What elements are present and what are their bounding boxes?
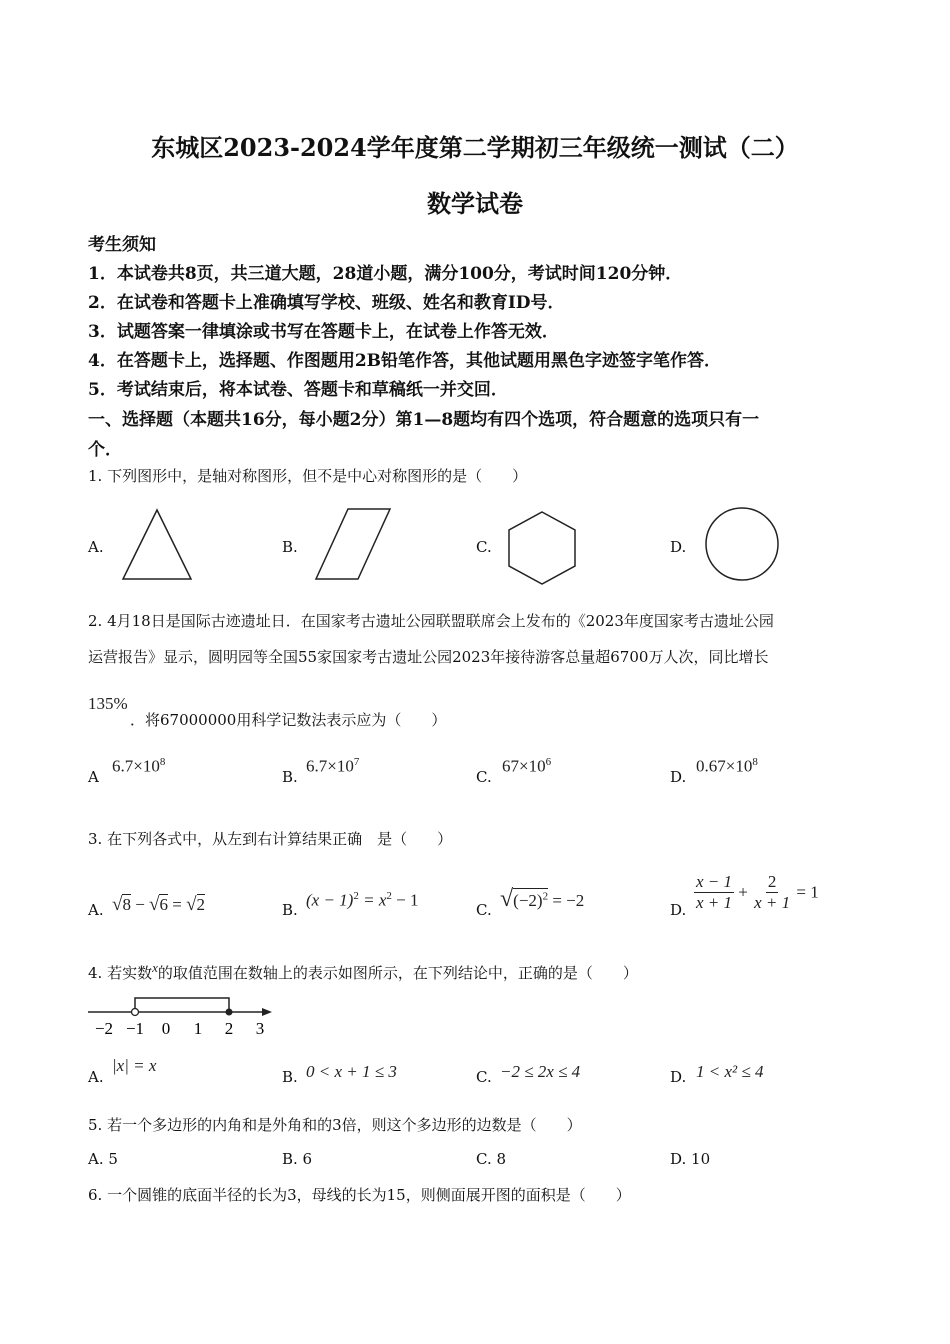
q3-option-c-label: C. bbox=[476, 901, 492, 919]
q3-option-d-expr: $\frac{x - 1}{x + 1}$ + $\frac{2}{x + 1}$ = 1 bbox=[696, 872, 819, 912]
q1-option-c-label: C. bbox=[476, 538, 492, 556]
q3-option-b-expr: $(x - 1)^2 = x^2 - 1$ bbox=[306, 890, 419, 910]
q4-option-b-label: B. bbox=[282, 1068, 298, 1086]
q1-option-d-label: D. bbox=[670, 538, 687, 556]
question-2-line3: ．将67000000用科学记数法表示应为（ ） bbox=[130, 711, 447, 729]
question-5-stem: 5. 若一个多边形的内角和是外角和的3倍，则这个多边形的边数是（ ） bbox=[88, 1116, 582, 1134]
question-1-stem: 1. 下列图形中，是轴对称图形，但不是中心对称图形的是（ ） bbox=[88, 467, 528, 485]
parallelogram-figure bbox=[310, 505, 400, 585]
tick-label: 0 bbox=[161, 1019, 171, 1038]
open-endpoint bbox=[132, 1009, 139, 1016]
q4-option-a-expr: |x| = x bbox=[112, 1056, 157, 1075]
q5-option-d: D. 10 bbox=[670, 1150, 711, 1168]
q3-option-a-expr: √8 − √6 = √2 bbox=[112, 894, 205, 915]
circle-figure bbox=[700, 503, 784, 587]
question-4-stem: 4. 若实数$^x$的取值范围在数轴上的表示如图所示，在下列结论中，正确的是（ ） bbox=[88, 960, 638, 982]
triangle-figure bbox=[118, 505, 198, 585]
q2-option-c-label: C. bbox=[476, 768, 492, 786]
question-2-line2: 运营报告》显示，圆明园等全国55家国家考古遗址公园2023年接待游客总量超6700万人次，同比增长 bbox=[88, 648, 769, 666]
q4-option-d-expr: 1 < x² ≤ 4 bbox=[696, 1062, 764, 1081]
q1-option-a-label: A. bbox=[88, 538, 104, 556]
q4-option-a-label: A. bbox=[88, 1068, 104, 1086]
hexagon-figure bbox=[502, 508, 582, 588]
q2-option-d-value: $0.67\times 10^8$ bbox=[696, 756, 758, 776]
q4-option-b-expr: 0 < x + 1 ≤ 3 bbox=[306, 1062, 397, 1081]
q2-option-b-label: B. bbox=[282, 768, 298, 786]
q5-option-c: C. 8 bbox=[476, 1150, 507, 1168]
tick-label: −1 bbox=[125, 1019, 145, 1038]
q5-option-a: A. 5 bbox=[88, 1150, 118, 1168]
q2-option-a-label: A bbox=[88, 768, 99, 786]
q4-option-c-label: C. bbox=[476, 1068, 492, 1086]
q3-option-d-label: D. bbox=[670, 901, 687, 919]
q3-option-a-label: A. bbox=[88, 901, 104, 919]
closed-endpoint bbox=[226, 1009, 233, 1016]
q5-option-b: B. 6 bbox=[282, 1150, 313, 1168]
tick-label: 1 bbox=[193, 1019, 203, 1038]
q2-option-a-value: $6.7\times 10^8$ bbox=[112, 756, 166, 776]
page-title: 东城区2023-2024学年度第二学期初三年级统一测试（二） bbox=[151, 133, 799, 162]
notice-heading: 考生须知 bbox=[88, 235, 156, 255]
tick-label: 3 bbox=[255, 1019, 265, 1038]
notice-item: 1．本试卷共8页，共三道大题，28道小题，满分100分，考试时间120分钟． bbox=[88, 264, 683, 284]
question-2-percent: 135% bbox=[88, 694, 128, 713]
notice-item: 2．在试卷和答题卡上准确填写学校、班级、姓名和教育ID号． bbox=[88, 293, 565, 313]
notice-item: 5．考试结束后，将本试卷、答题卡和草稿纸一并交回． bbox=[88, 380, 508, 400]
page-subtitle: 数学试卷 bbox=[427, 189, 523, 218]
q2-option-d-label: D. bbox=[670, 768, 687, 786]
q4-option-c-expr: −2 ≤ 2x ≤ 4 bbox=[500, 1062, 581, 1081]
question-2-line1: 2. 4月18日是国际古迹遗址日．在国家考古遗址公园联盟联席会上发布的《2023年度国家考古遗址公园 bbox=[88, 612, 774, 630]
section-heading: 一、选择题（本题共16分，每小题2分）第1—8题均有四个选项，符合题意的选项只有一 bbox=[88, 410, 760, 430]
q3-option-b-label: B. bbox=[282, 901, 298, 919]
tick-label: −2 bbox=[94, 1019, 114, 1038]
question-6-stem: 6. 一个圆锥的底面半径的长为3，母线的长为15，则侧面展开图的面积是（ ） bbox=[88, 1186, 631, 1204]
number-line bbox=[86, 990, 286, 1040]
question-3-stem: 3. 在下列各式中，从左到右计算结果正确 是（ ） bbox=[88, 830, 453, 848]
tick-label: 2 bbox=[224, 1019, 234, 1038]
notice-item: 3．试题答案一律填涂或书写在答题卡上，在试卷上作答无效． bbox=[88, 322, 559, 342]
section-heading-cont: 个． bbox=[88, 440, 122, 460]
q1-option-b-label: B. bbox=[282, 538, 298, 556]
q4-option-d-label: D. bbox=[670, 1068, 687, 1086]
q2-option-c-value: $67\times 10^6$ bbox=[502, 756, 552, 776]
q2-option-b-value: $6.7\times 10^7$ bbox=[306, 756, 360, 776]
notice-item: 4．在答题卡上，选择题、作图题用2B铅笔作答，其他试题用黑色字迹签字笔作答． bbox=[88, 351, 722, 371]
q3-option-c-expr: $√(-2)^2 = -2$ bbox=[500, 886, 585, 912]
